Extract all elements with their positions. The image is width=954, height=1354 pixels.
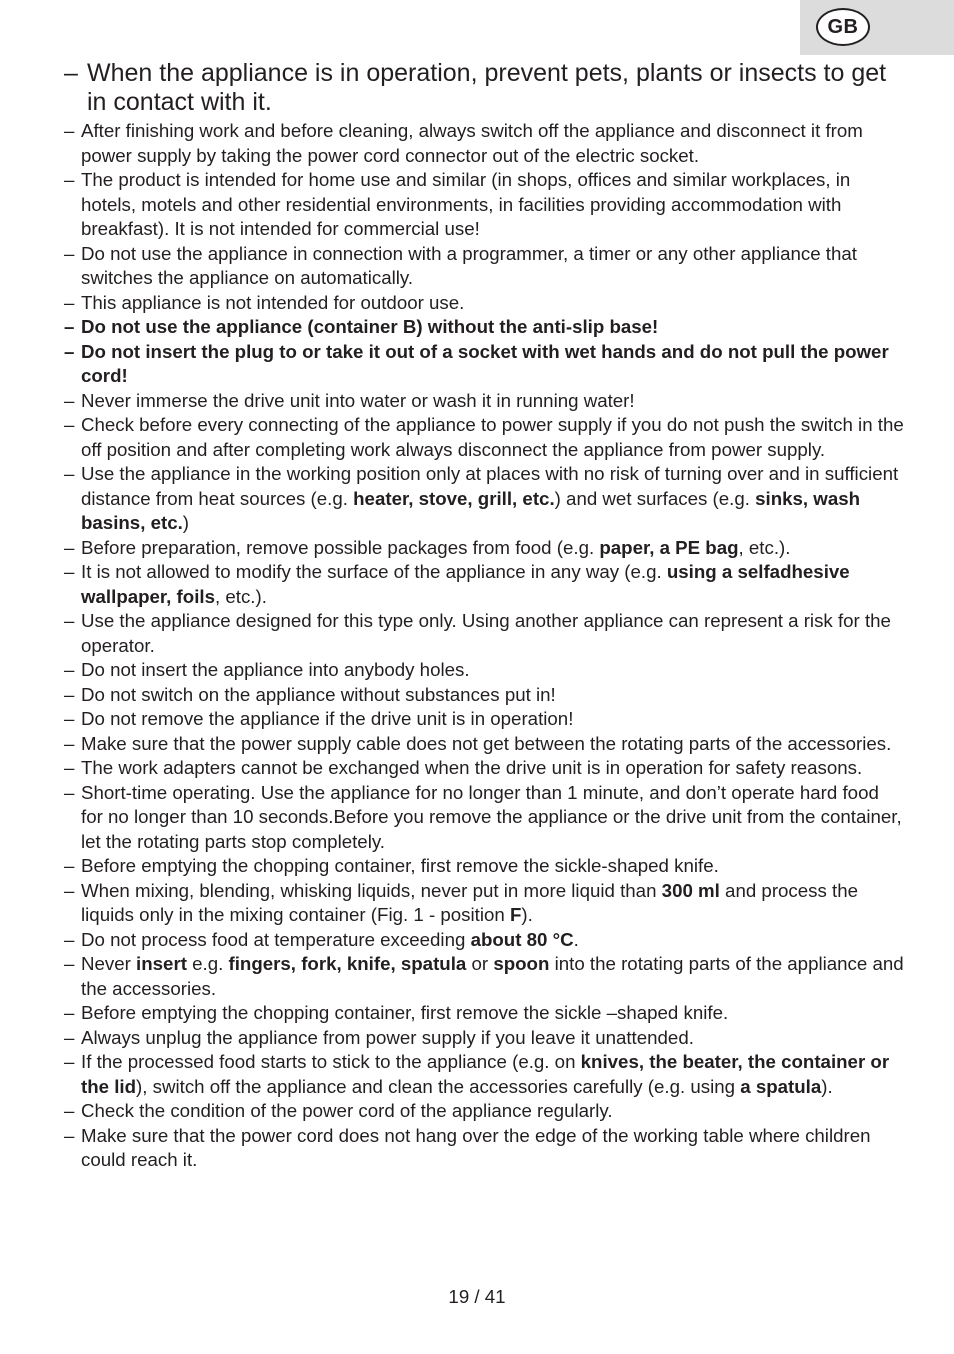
instruction-text [81,169,850,239]
text-run: The work adapters cannot be exchanged when the drive unit is in operation for safety reasons. [81,757,863,778]
instruction-text [81,880,858,926]
dash-bullet: – [64,120,75,141]
instruction-item [64,756,904,781]
instruction-text [81,243,857,289]
text-run: Before preparation, remove possible packages from food (e.g. [81,536,600,558]
instruction-item [64,315,904,340]
instruction-item [64,732,904,757]
instruction-text [81,610,891,656]
text-run: When mixing, blending, whisking liquids, never put in more liquid than [81,879,662,901]
text-run: Use the appliance in the working position only at places with no risk of turning over and in sufficient distance from heat sources (e.g. [81,463,899,509]
text-run: ). [521,904,533,925]
text-run: It is not allowed to modify the surface of the appliance in any way (e.g. [81,561,667,582]
instruction-text [81,1125,871,1171]
dash-bullet: – [64,242,75,264]
text-run: , etc.). [738,536,791,558]
text-run: , etc.). [214,585,267,607]
dash-bullet: – [64,1002,75,1023]
emphasis-text: spoon [493,953,550,974]
emphasis-text: using a selfadhesive wallpaper, foils [81,561,850,607]
text-run: or [466,953,494,974]
instruction-text [81,1051,889,1097]
emphasis-text: a spatula [740,1075,822,1097]
dash-bullet: – [64,708,75,729]
dash-bullet: – [64,169,75,190]
text-run: Use the appliance designed for this type only. Using another appliance can represent a risk for the operator. [81,610,891,656]
text-run: Make sure that the power cord does not hang over the edge of the working table where children could reach it. [81,1124,871,1170]
instruction-text [81,316,658,337]
emphasis-text: knives, the beater, the container or the lid [81,1051,890,1097]
instruction-item [64,781,904,855]
instruction-text [81,1100,613,1121]
instruction-item [64,462,904,536]
text-run: Do not use the appliance (container B) without the anti-slip base! [81,316,659,337]
dash-bullet: – [64,389,75,411]
instruction-item [64,928,904,953]
language-badge: GB [816,8,870,46]
instruction-item [64,1001,904,1026]
text-run: If the processed food starts to stick to the appliance (e.g. on [81,1051,581,1072]
text-run: Do not use the appliance in connection with a programmer, a timer or any other appliance that switches the appliance on automatically. [81,242,857,288]
text-run: Make sure that the power supply cable does not get between the rotating parts of the accessories. [81,732,892,754]
lead-instruction-text: When the appliance is in operation, prevent pets, plants or insects to get in contact with it. [87,59,887,116]
instruction-text [81,1027,694,1048]
emphasis-text: heater, stove, grill, etc. [353,487,555,509]
instruction-text [81,341,889,387]
text-run: Do not insert the appliance into anybody holes. [81,659,470,680]
dash-bullet: – [64,463,75,484]
text-run: The product is intended for home use and similar (in shops, offices and similar workplaces, in hotels, motels and other residential environments, in facilities providing accommodation with breakfast). It is not intended for commercial use! [81,169,851,239]
text-run: After finishing work and before cleaning, always switch off the appliance and disconnect it from power supply by taking the power cord connector out of the electric socket. [81,120,863,166]
dash-bullet: – [64,1051,75,1072]
text-run: into the rotating parts of the appliance and the accessories. [81,953,904,999]
instruction-item [64,609,904,658]
text-run: Do not insert the plug to or take it out of a socket with wet hands and do not pull the power cord! [81,340,889,386]
instruction-text [81,757,862,778]
instruction-item [64,879,904,928]
text-run: ). [821,1075,833,1097]
text-run: Before emptying the chopping container, first remove the sickle –shaped knife. [81,1002,729,1023]
page-number: 19 / 41 [448,1286,506,1307]
dash-bullet: – [64,561,75,582]
emphasis-text: 300 ml [661,879,720,901]
instruction-text [81,120,863,166]
dash-bullet: – [64,683,75,705]
instruction-text [81,537,790,558]
text-run: Do not remove the appliance if the drive unit is in operation! [81,708,574,729]
instruction-text [81,561,850,607]
language-tab [800,0,954,55]
text-run: ), switch off the appliance and clean the accessories carefully (e.g. using [136,1075,741,1097]
dash-bullet: – [64,316,75,337]
dash-bullet: – [64,610,75,631]
instruction-text [81,292,464,313]
dash-bullet: – [64,414,75,435]
instruction-text [81,1002,728,1023]
text-run: Never [81,953,137,974]
instruction-item [64,707,904,732]
dash-bullet: – [64,1026,75,1048]
text-run: Always unplug the appliance from power supply if you leave it unattended. [81,1026,694,1048]
emphasis-text: sinks, wash basins, etc. [81,487,861,533]
instruction-item [64,536,904,561]
dash-bullet: – [64,340,75,362]
instruction-text [81,953,904,999]
dash-bullet: – [64,732,75,754]
dash-bullet: – [64,659,75,680]
lead-instruction [64,59,904,116]
instruction-item [64,560,904,609]
instruction-item [64,413,904,462]
dash-bullet: – [64,928,75,950]
text-run: Before emptying the chopping container, first remove the sickle-shaped knife. [81,855,719,876]
text-run: e.g. [186,953,229,974]
emphasis-text: F [509,904,522,925]
text-run: and process the liquids only in the mixing container (Fig. 1 - position [81,879,859,925]
instruction-text [81,684,556,705]
emphasis-text: paper, a PE bag [599,536,739,558]
instruction-text [81,708,573,729]
dash-bullet: – [64,781,75,803]
dash-bullet: – [64,536,75,558]
text-run: Check the condition of the power cord of the appliance regularly. [81,1100,613,1121]
instruction-item [64,1026,904,1051]
text-run: Do not process food at temperature exceeding [81,928,471,950]
dash-bullet: – [64,855,75,876]
text-run: . [573,928,579,950]
emphasis-text: fingers, fork, knife, spatula [228,953,467,974]
dash-bullet: – [64,1100,75,1121]
text-run: Never immerse the drive unit into water or wash it in running water! [81,389,635,411]
instruction-item [64,119,904,168]
instruction-item [64,242,904,291]
instruction-item [64,683,904,708]
instruction-item [64,389,904,414]
text-run: Short-time operating. Use the appliance for no longer than 1 minute, and don’t operate hard food for no longer than 10 seconds.Before you remove the appliance or the drive unit from the container, let the rotating parts stop completely. [81,781,902,852]
dash-bullet: – [64,953,75,974]
text-run: ) [182,512,190,533]
dash-bullet: – [64,879,75,901]
text-run: Check before every connecting of the appliance to power supply if you do not push the switch in the off position and after completing work always disconnect the appliance from power supply. [81,414,904,460]
instruction-item [64,854,904,879]
dash-bullet: – [64,1124,75,1146]
emphasis-text: about 80 °C [470,928,574,950]
instruction-item [64,658,904,683]
instruction-item [64,1124,904,1173]
dash-bullet: – [64,59,78,87]
instruction-item [64,168,904,242]
instruction-text [81,733,891,754]
text-run: ) and wet surfaces (e.g. [554,487,756,509]
instruction-text [81,390,635,411]
safety-instructions [64,59,904,1173]
instruction-item [64,291,904,316]
instruction-text [81,929,579,950]
instruction-item [64,1099,904,1124]
text-run: This appliance is not intended for outdoor use. [81,291,465,313]
instruction-text [81,855,719,876]
instruction-text [81,782,902,852]
instruction-item [64,952,904,1001]
instruction-text [81,659,470,680]
instruction-list [64,119,904,1173]
instruction-item [64,1050,904,1099]
dash-bullet: – [64,757,75,778]
dash-bullet: – [64,291,75,313]
instruction-text [81,463,898,533]
instruction-text [81,414,904,460]
instruction-item [64,340,904,389]
text-run: Do not switch on the appliance without substances put in! [81,683,556,705]
emphasis-text: insert [136,953,187,974]
